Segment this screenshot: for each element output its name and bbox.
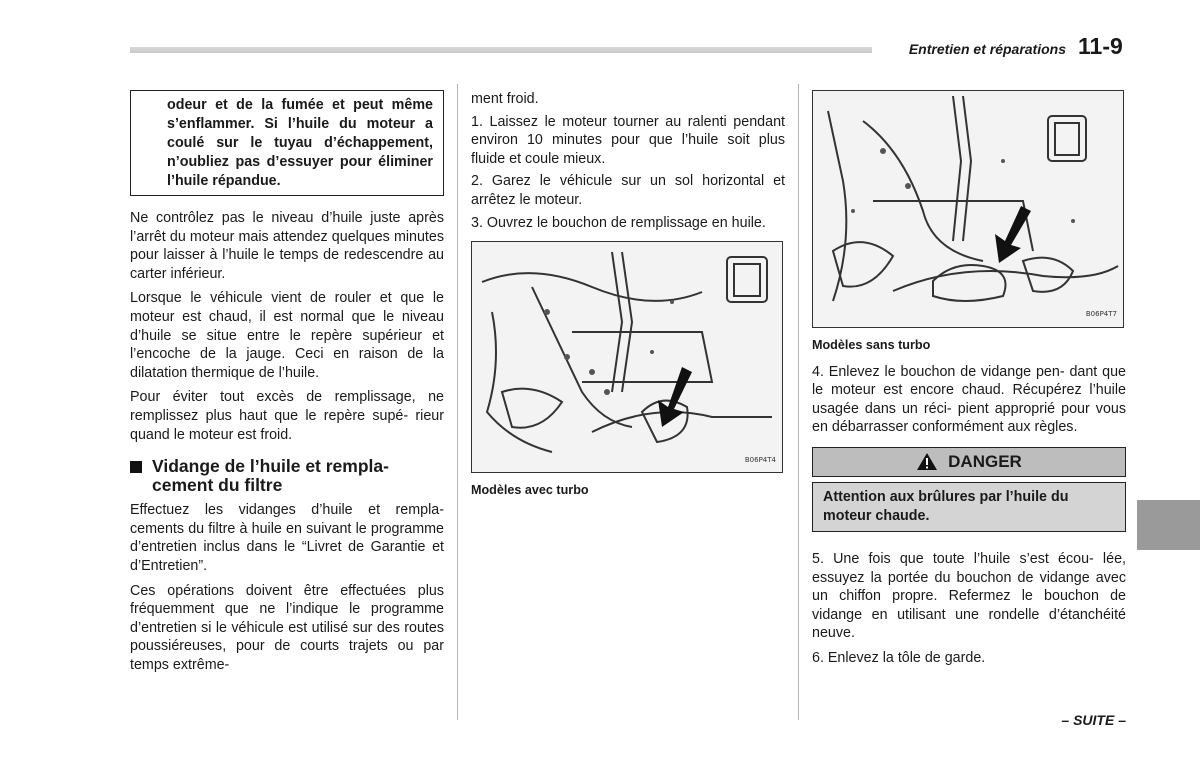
chapter-tab — [1137, 500, 1200, 550]
section-heading — [130, 457, 444, 495]
warning-box — [130, 90, 444, 196]
paragraph: Lorsque le véhicule vient de rouler et que le moteur est chaud, il est normal que le niveau d’huile se situe entre le repère supérieur et l’encoche de la jauge. Ceci en raison de la dilatation thermique de l’huile. — [130, 290, 444, 381]
column-right — [812, 90, 1126, 674]
figure-code: B06P4T4 — [744, 455, 776, 464]
warning-text: odeur et de la fumée et peut même s’enflammer. Si l’huile du moteur a coulé sur le tuyau d’échappement, n’oubliez pas d’essuyer pour éliminer l’huile répandue. — [167, 97, 433, 189]
figure-code: B06P4T7 — [1085, 310, 1117, 319]
figure-no-turbo — [812, 90, 1124, 328]
step-3: 3. Ouvrez le bouchon de remplissage en huile. — [471, 214, 766, 231]
square-bullet-icon — [130, 461, 142, 473]
paragraph: Effectuez les vidanges d’huile et rempla- cements du filtre à huile en suivant le programme d’entretien inclus dans le “Livret de Garantie et d’Entretien”. — [130, 502, 444, 574]
engine-illustration-turbo — [472, 242, 782, 472]
section-heading-text: Vidange de l’huile et rempla- cement du filtre — [152, 456, 389, 496]
column-divider — [457, 84, 458, 720]
header-title: Entretien et réparations — [908, 41, 1066, 57]
paragraph: Pour éviter tout excès de remplissage, ne remplissez plus haut que le repère supé- rieur quand le moteur est froid. — [130, 389, 444, 443]
step-4: 4. Enlevez le bouchon de vidange pen- dant que le moteur est encore chaud. Récupérez l’huile usagée dans un réci- pient approprié pour vous en débarrasser conformément aux règles. — [812, 363, 1126, 436]
paragraph: ment froid. — [471, 91, 539, 107]
step-2: 2. Garez le véhicule sur un sol horizontal et arrêtez le moteur. — [471, 173, 785, 208]
column-left — [130, 90, 444, 680]
danger-label: DANGER — [948, 451, 1022, 471]
danger-text: Attention aux brûlures par l’huile du moteur chaude. — [823, 488, 1069, 524]
paragraph: Ne contrôlez pas le niveau d’huile juste après l’arrêt du moteur mais attendez quelques minutes pour laisser à l’huile le temps de redescendre au carter inférieur. — [130, 210, 444, 282]
column-middle — [471, 90, 785, 500]
danger-header — [812, 447, 1126, 477]
column-divider — [798, 84, 799, 720]
figure-caption: Modèles avec turbo — [471, 483, 589, 498]
paragraph: Ces opérations doivent être effectuées plus fréquemment que ne l’indique le programme d’entretien si le véhicule est utilisé sur des routes poussiéreuses, pour de courts trajets ou par temps extrême- — [130, 582, 444, 673]
step-5: 5. Une fois que toute l’huile s’est écou- lée, essuyez la portée du bouchon de vidange avec un chiffon propre. Refermez le bouchon de vidange en utilisant une rondelle d’étanchéité neuve. — [812, 550, 1126, 642]
danger-body — [812, 482, 1126, 532]
page-number: 11-9 — [1078, 33, 1123, 59]
engine-illustration-no-turbo — [813, 91, 1123, 327]
warning-triangle-icon — [916, 452, 938, 471]
figure-turbo — [471, 241, 783, 473]
footer-suite: – SUITE – — [1061, 712, 1126, 728]
figure-caption: Modèles sans turbo — [812, 338, 931, 352]
header-bar — [130, 47, 872, 53]
step-6: 6. Enlevez la tôle de garde. — [812, 649, 986, 666]
step-1: 1. Laissez le moteur tourner au ralenti pendant environ 10 minutes pour que l’huile soit plus fluide et coule mieux. — [471, 113, 785, 167]
